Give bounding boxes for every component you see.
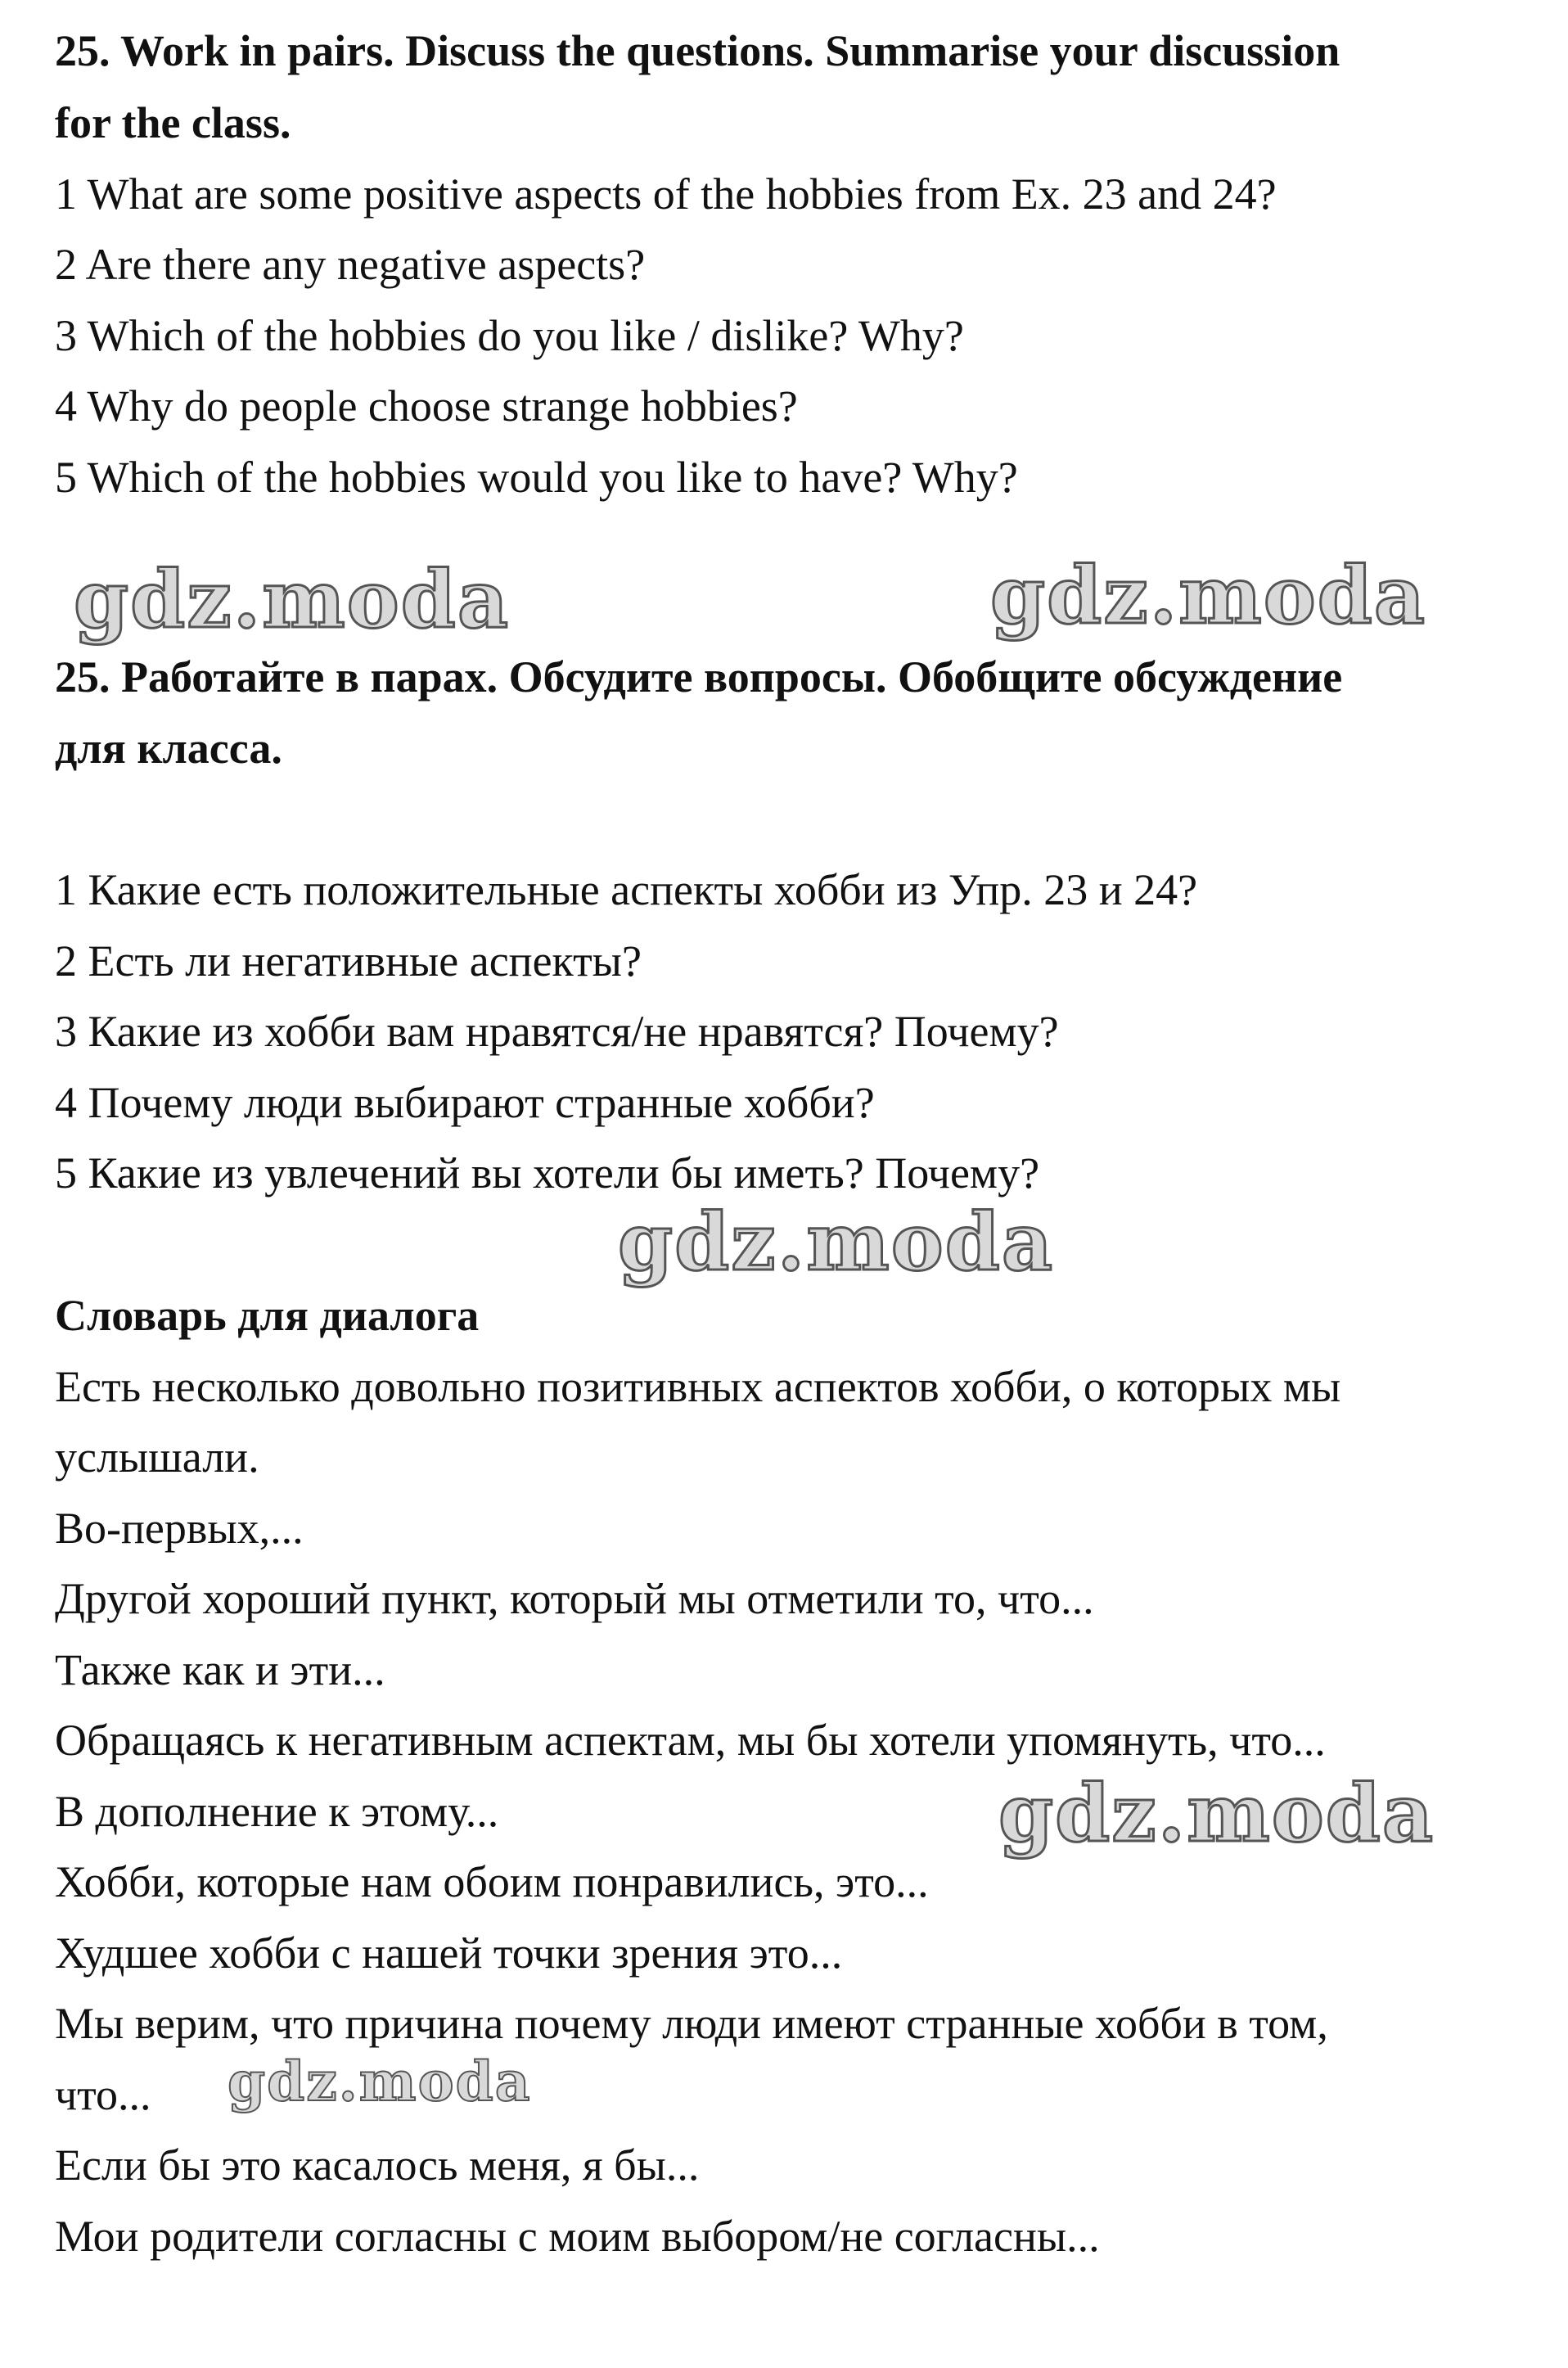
watermark-logo: gdz.moda [618,1196,1055,1288]
vocabulary-line: Обращаясь к негативным аспектам, мы бы хотели упомянуть, что... [55,1716,1326,1765]
watermark-logo: gdz.moda [74,553,511,646]
question-en-5: 5 Which of the hobbies would you like to have? Why? [55,453,1018,502]
question-ru-3: 3 Какие из хобби вам нравятся/не нравятся? Почему? [55,1007,1059,1056]
watermark-logo: gdz.moda [228,2050,532,2113]
exercise-heading-ru-line-1: 25. Работайте в парах. Обсудите вопросы. Обобщите обсуждение [55,652,1343,701]
vocabulary-line: Во-первых,... [55,1504,304,1553]
vocabulary-line: Есть несколько довольно позитивных аспектов хобби, о которых мы [55,1362,1341,1411]
vocabulary-line: услышали. [55,1432,259,1482]
vocabulary-line: Если бы это касалось меня, я бы... [55,2140,700,2190]
vocabulary-line: Худшее хобби с нашей точки зрения это... [55,1928,843,1978]
vocabulary-line: Также как и эти... [55,1645,385,1694]
vocabulary-line: Другой хороший пункт, который мы отметили то, что... [55,1574,1094,1623]
vocabulary-line: В дополнение к этому... [55,1787,499,1836]
vocabulary-line: Мои родители согласны с моим выбором/не согласны... [55,2212,1100,2261]
watermark-logo: gdz.moda [998,1767,1435,1860]
vocabulary-line: что... [55,2070,151,2119]
question-ru-4: 4 Почему люди выбирают странные хобби? [55,1078,875,1127]
vocabulary-line: Хобби, которые нам обоим понравились, это... [55,1857,929,1906]
vocabulary-title: Словарь для диалога [55,1291,480,1340]
watermark-logo: gdz.moda [990,549,1427,642]
question-en-1: 1 What are some positive aspects of the hobbies from Ex. 23 and 24? [55,169,1277,219]
question-en-4: 4 Why do people choose strange hobbies? [55,381,798,431]
exercise-heading-en-line-1: 25. Work in pairs. Discuss the questions. Summarise your discussion [55,26,1340,75]
question-ru-5: 5 Какие из увлечений вы хотели бы иметь? Почему? [55,1148,1040,1198]
exercise-heading-ru-line-2: для класса. [55,724,282,773]
question-ru-1: 1 Какие есть положительные аспекты хобби из Упр. 23 и 24? [55,865,1198,914]
question-ru-2: 2 Есть ли негативные аспекты? [55,936,642,986]
question-en-2: 2 Are there any negative aspects? [55,240,646,289]
exercise-heading-en-line-2: for the class. [55,98,291,147]
vocabulary-line: Мы верим, что причина почему люди имеют странные хобби в том, [55,1999,1328,2048]
question-en-3: 3 Which of the hobbies do you like / dislike? Why? [55,311,964,360]
